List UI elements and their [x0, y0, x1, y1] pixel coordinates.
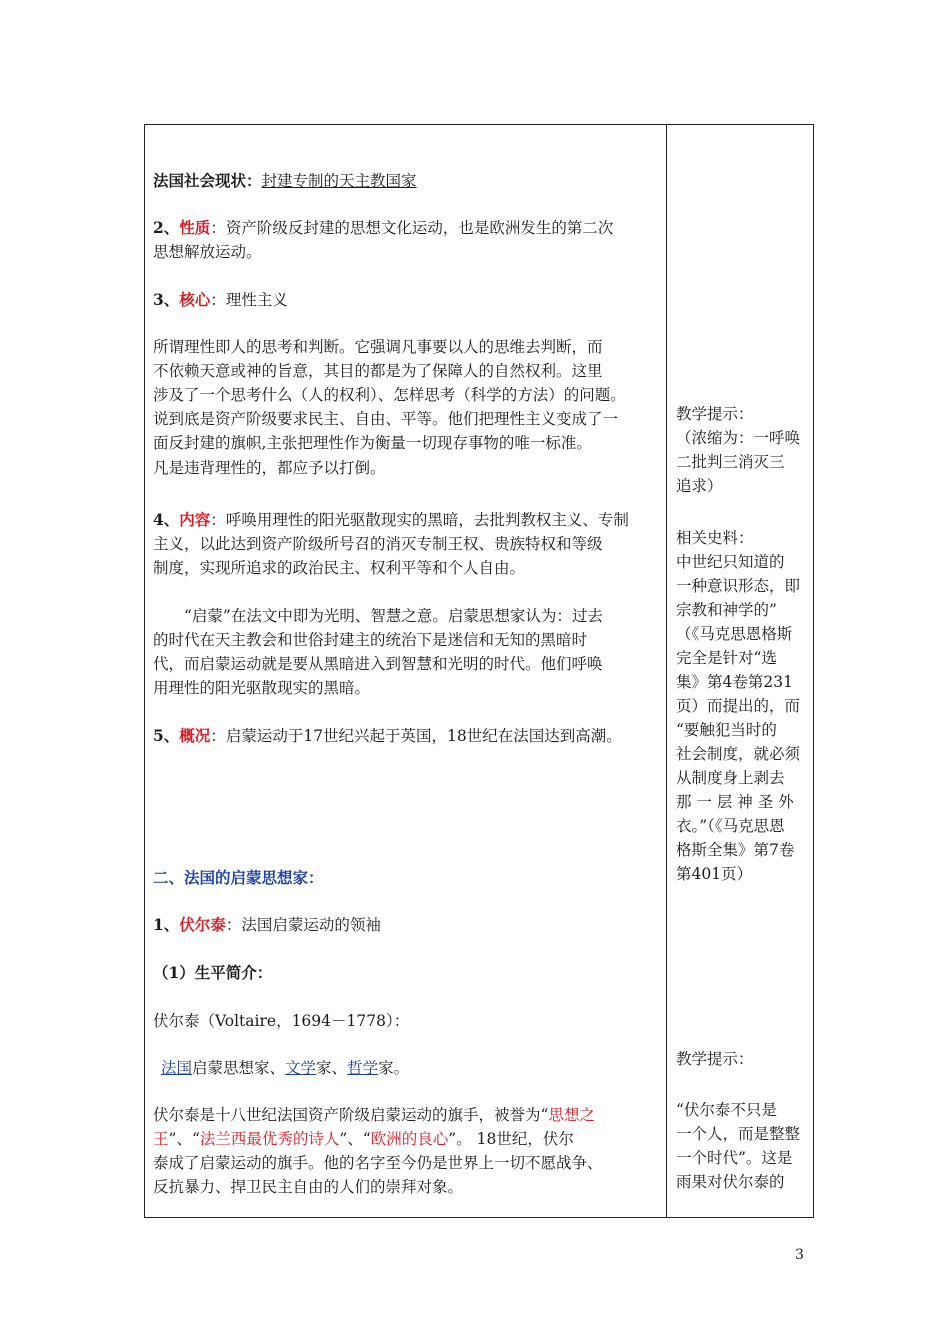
sec3-text: 理性主义 — [225, 291, 288, 309]
side2-line-8: 页）而提出的，而 — [676, 697, 801, 715]
side2-line-12: 那 一 层 神 圣 外 — [676, 793, 794, 811]
sec2-num: 2、 — [153, 218, 180, 237]
side2-line-10: 社会制度，就必须 — [676, 745, 801, 763]
side2-line-4: 宗教和神学的” — [676, 601, 777, 619]
side2-line-14: 格斯全集》第7卷 — [676, 841, 795, 859]
sec4-label: 内容 — [179, 510, 211, 529]
sec4-num: 4、 — [153, 510, 180, 529]
roles-text-3: 家。 — [378, 1059, 410, 1077]
roles-text-1: 启蒙思想家、 — [192, 1059, 286, 1077]
praise-2a: 王 — [153, 1130, 169, 1148]
side2-line-3: 一种意识形态，即 — [676, 577, 801, 595]
reason-line-6: 凡是违背理性的，都应予以打倒。 — [153, 459, 386, 477]
sec3-sep: ： — [210, 291, 226, 309]
column-divider — [666, 124, 667, 1218]
sec2-text-2: 思想解放运动。 — [153, 243, 262, 261]
heading-text: 封建专制的天主教国家 — [261, 172, 417, 190]
sec2-sep: ： — [210, 219, 226, 237]
praise-1a: 伏尔泰是十八世纪法国资产阶级启蒙运动的旗手，被誉为“ — [153, 1106, 549, 1124]
side2-line-15: 第401页） — [676, 865, 753, 883]
voltaire-sep: ： — [225, 916, 242, 934]
voltaire-text: 法国启蒙运动的领袖 — [241, 916, 381, 934]
sec2-label: 性质 — [179, 218, 211, 237]
side1-line-4: 追求） — [676, 477, 723, 495]
sec5-num: 5、 — [153, 726, 180, 745]
sec4-text-1: 呼唤用理性的阳光驱散现实的黑暗，去批判教权主义、专制 — [225, 511, 629, 529]
sec2-text-1: 资产阶级反封建的思想文化运动，也是欧洲发生的第二次 — [225, 219, 614, 237]
voltaire-line — [153, 913, 381, 937]
roles-text-2: 家、 — [316, 1059, 348, 1077]
voltaire-label: 伏尔泰 — [179, 915, 226, 934]
side2-line-13: 衣。”（《马克思恩 — [676, 817, 785, 835]
praise-2f: ”。 18世纪，伏尔 — [448, 1130, 574, 1148]
sec3-label: 核心 — [179, 290, 211, 309]
sec4-line1 — [153, 508, 629, 532]
reason-line-1: 所谓理性即人的思考和判断。它强调凡事要以人的思维去判断，而 — [153, 338, 603, 356]
section-two-heading: 二、法国的启蒙思想家： — [153, 868, 324, 887]
qimeng-line-3: 代，而启蒙运动就是要从黑暗进入到智慧和光明的时代。他们呼唤 — [153, 655, 603, 673]
heading — [153, 169, 417, 193]
link-philosophy[interactable]: 哲学 — [347, 1059, 379, 1077]
sec5-line — [153, 724, 622, 748]
side3-line-3: 一个人，而是整整 — [676, 1125, 801, 1143]
sec4-text-3: 制度，实现所追求的政治民主、权利平等和个人自由。 — [153, 559, 526, 577]
praise-2d: ”、“ — [339, 1130, 371, 1148]
sec3-line — [153, 288, 288, 312]
sec3-num: 3、 — [153, 290, 180, 309]
side3-line-4: 一个时代”。这是 — [676, 1149, 793, 1167]
side1-line-1: 教学提示： — [676, 405, 754, 423]
sec5-sep: ： — [210, 727, 226, 745]
voltaire-num: 1、 — [153, 915, 180, 934]
side1-line-2: （浓缩为：一呼唤 — [676, 429, 801, 447]
sec2-line1 — [153, 216, 613, 240]
bio-name: 伏尔泰（Voltaire，1694－1778）： — [153, 1012, 410, 1030]
praise-line-3: 泰成了启蒙运动的旗手。他的名字至今仍是世界上一切不愿战争、 — [153, 1154, 603, 1172]
side2-line-11: 从制度身上剥去 — [676, 769, 785, 787]
reason-line-2: 不依赖天意或神的旨意，其目的都是为了保障人的自然权利。这里 — [153, 362, 603, 380]
qimeng-line-2: 的时代在天主教会和世俗封建主的统治下是迷信和无知的黑暗时 — [153, 631, 588, 649]
praise-1b: 思想之 — [548, 1106, 595, 1124]
side2-line-9: “要触犯当时的 — [676, 721, 777, 739]
reason-line-3: 涉及了一个思考什么（人的权利）、怎样思考（科学的方法）的问题。 — [153, 386, 626, 404]
reason-line-5: 面反封建的旗帜,主张把理性作为衡量一切现存事物的唯一标准。 — [153, 434, 592, 452]
page-number: 3 — [795, 1247, 804, 1263]
side3-line-5: 雨果对伏尔泰的 — [676, 1173, 785, 1191]
sec4-sep: ： — [210, 511, 226, 529]
bio-title: （1）生平简介： — [153, 963, 273, 982]
link-literature[interactable]: 文学 — [285, 1059, 317, 1077]
roles-line — [161, 1056, 409, 1080]
side2-line-5: （《马克思恩格斯 — [676, 625, 793, 643]
praise-2c: 法兰西最优秀的诗人 — [199, 1130, 340, 1148]
side1-line-3: 二批判三消灭三 — [676, 453, 785, 471]
side3-line-2: “伏尔泰不只是 — [676, 1101, 777, 1119]
reason-line-4: 说到底是资产阶级要求民主、自由、平等。他们把理性主义变成了一 — [153, 410, 619, 428]
side2-line-2: 中世纪只知道的 — [676, 553, 785, 571]
praise-2b: ”、“ — [168, 1130, 200, 1148]
link-france[interactable]: 法国 — [161, 1059, 193, 1077]
heading-label: 法国社会现状： — [153, 171, 262, 190]
sec5-label: 概况 — [179, 726, 211, 745]
sec5-text: 启蒙运动于17世纪兴起于英国，18世纪在法国达到高潮。 — [225, 727, 622, 745]
qimeng-line-1: “启蒙”在法文中即为光明、智慧之意。启蒙思想家认为：过去 — [184, 607, 603, 625]
side2-line-6: 完全是针对“选 — [676, 649, 777, 667]
side2-line-7: 集》第4卷第231 — [676, 673, 793, 691]
praise-2e: 欧洲的良心 — [370, 1130, 449, 1148]
praise-line-1 — [153, 1103, 595, 1127]
side3-line-1: 教学提示： — [676, 1050, 754, 1068]
sec4-text-2: 主义，以此达到资产阶级所号召的消灭专制王权、贵族特权和等级 — [153, 535, 603, 553]
qimeng-line-4: 用理性的阳光驱散现实的黑暗。 — [153, 679, 371, 697]
praise-line-4: 反抗暴力、捍卫民主自由的人们的崇拜对象。 — [153, 1178, 464, 1196]
praise-line-2 — [153, 1127, 574, 1151]
side2-line-1: 相关史料： — [676, 529, 754, 547]
